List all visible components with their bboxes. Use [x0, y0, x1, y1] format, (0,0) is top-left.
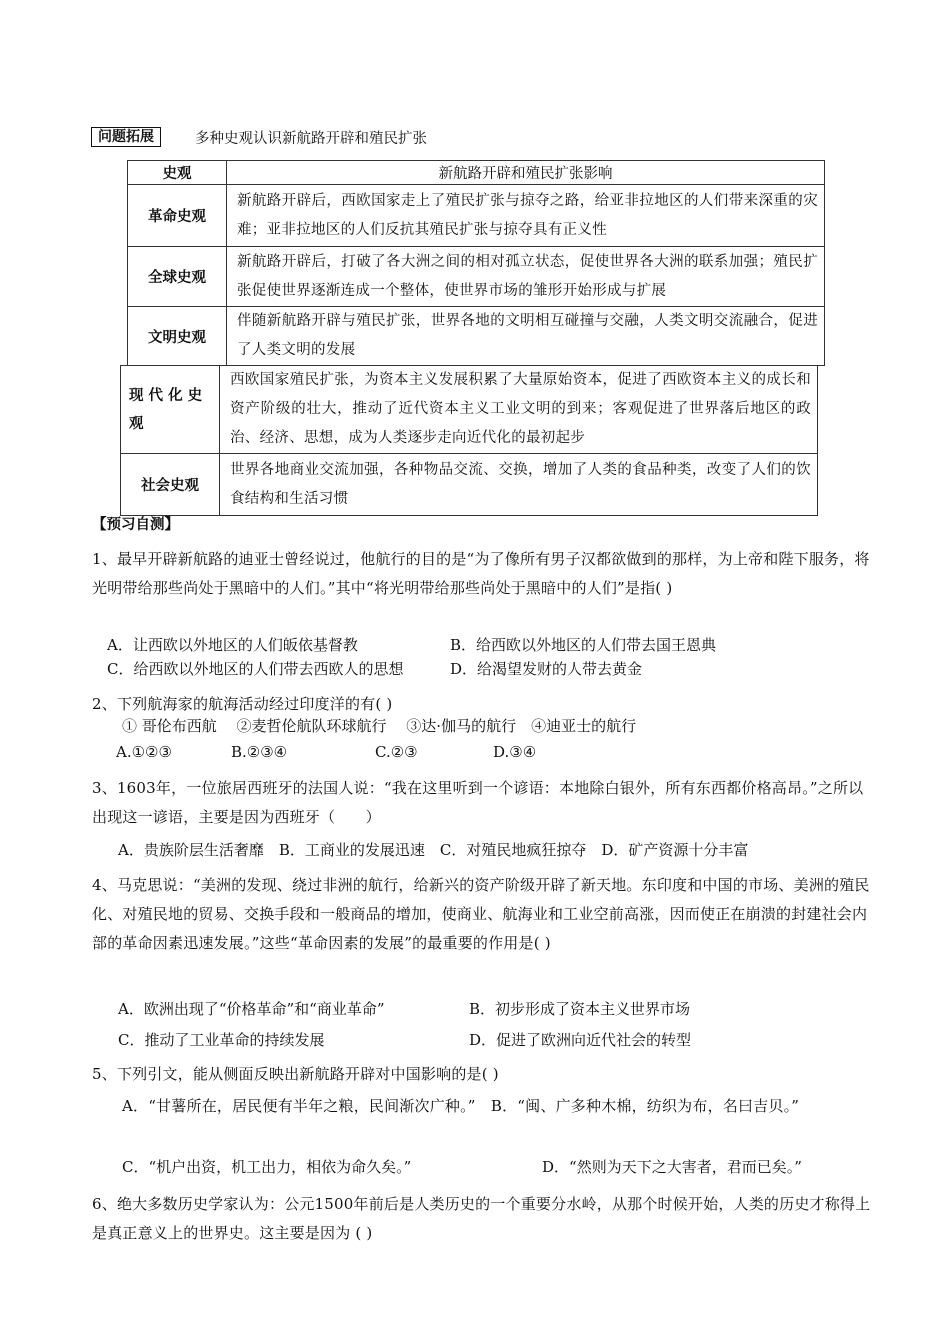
- section-tag: 问题拓展: [91, 127, 161, 147]
- col-header-view: 史观: [128, 161, 227, 185]
- table-header-row: [128, 161, 825, 185]
- q2-stem: 2、下列航海家的航海活动经过印度洋的有( ): [92, 695, 393, 713]
- col-header-impact: 新航路开辟和殖民扩张影响: [227, 161, 825, 185]
- q2-option-b: B.②③④: [231, 743, 288, 761]
- history-views-table-continued: [120, 365, 818, 516]
- section-title: 【预习自测】: [92, 516, 179, 533]
- row-content: 西欧国家殖民扩张，为资本主义发展积累了大量原始资本，促进了西欧资本主义的成长和资产阶级的壮大，推动了近代资本主义工业文明的到来；客观促进了世界落后地区的政治、经济、思想，成为人类逐步走向近代化的最初起步: [220, 366, 818, 454]
- q1-option-c: C．给西欧以外地区的人们带去西欧人的思想: [107, 660, 404, 678]
- question-1: [92, 545, 872, 603]
- q4-option-c: C．推动了工业革命的持续发展: [118, 1031, 325, 1049]
- q5-option-c: C．“机户出资，机工出力，相依为命久矣。”: [122, 1158, 412, 1176]
- table-row: [128, 185, 825, 247]
- table-row: [121, 366, 818, 454]
- q4-option-b: B．初步形成了资本主义世界市场: [469, 1000, 691, 1018]
- header-row: [91, 126, 427, 148]
- header-title: 多种史观认识新航路开辟和殖民扩张: [195, 130, 427, 147]
- q4-option-d: D．促进了欧洲向近代社会的转型: [469, 1031, 692, 1049]
- row-content: 新航路开辟后，打破了各大洲之间的相对孤立状态，促使世界各大洲的联系加强；殖民扩张促使世界逐渐连成一个整体，使世界市场的雏形开始形成与扩展: [227, 247, 825, 307]
- q4-option-a: A．欧洲出现了“价格革命”和“商业革命”: [118, 1000, 385, 1018]
- row-label: 文明史观: [128, 307, 227, 366]
- q5-stem: 5、下列引文，能从侧面反映出新航路开辟对中国影响的是( ): [92, 1065, 499, 1083]
- question-stem: 1、最早开辟新航路的迪亚士曾经说过，他航行的目的是“为了像所有男子汉都欲做到的那样，为上帝和陛下服务，将光明带给那些尚处于黑暗中的人们。”其中“将光明带给那些尚处于黑暗中的人们”是指( ): [92, 550, 870, 597]
- q2-option-d: D.③④: [493, 743, 537, 761]
- q6-stem: 6、绝大多数历史学家认为：公元1500年前后是人类历史的一个重要分水岭，从那个时候开始，人类的历史才称得上是真正意义上的世界史。这主要是因为 ( ): [92, 1195, 871, 1242]
- row-label: 全球史观: [128, 247, 227, 307]
- row-content: 伴随新航路开辟与殖民扩张，世界各地的文明相互碰撞与交融，人类文明交流融合，促进了人类文明的发展: [227, 307, 825, 366]
- q3-options: A．贵族阶层生活奢靡 B．工商业的发展迅速 C．对殖民地疯狂掠夺 D．矿产资源十分丰富: [118, 841, 749, 859]
- q2-items: ① 哥伦布西航 ②麦哲伦航队环球航行 ③达·伽马的航行 ④迪亚士的航行: [122, 717, 637, 735]
- table-row: [121, 454, 818, 516]
- q5-option-ab: A．“甘薯所在，居民便有半年之粮，民间渐次广种。” B．“闽、广多种木棉，纺织为布，名曰吉贝。”: [122, 1097, 800, 1115]
- q1-option-b: B．给西欧以外地区的人们带去国王恩典: [450, 636, 717, 654]
- row-content: 世界各地商业交流加强，各种物品交流、交换，增加了人类的食品种类，改变了人们的饮食结构和生活习惯: [220, 454, 818, 516]
- q1-option-d: D．给渴望发财的人带去黄金: [450, 660, 643, 678]
- q2-option-a: A.①②③: [116, 743, 172, 761]
- table-row: [128, 247, 825, 307]
- row-label: 革命史观: [128, 185, 227, 247]
- history-views-table: [127, 160, 825, 366]
- row-content: 新航路开辟后，西欧国家走上了殖民扩张与掠夺之路，给亚非拉地区的人们带来深重的灾难；亚非拉地区的人们反抗其殖民扩张与掠夺具有正义性: [227, 185, 825, 247]
- q3-stem: 3、1603年，一位旅居西班牙的法国人说：“我在这里听到一个谚语：本地除白银外，所有东西都价格高昂。”之所以出现这一谚语，主要是因为西班牙（ ）: [92, 779, 864, 826]
- row-label: 现 代 化 史 观: [121, 366, 220, 454]
- row-label: 社会史观: [121, 454, 220, 516]
- q4-stem: 4、马克思说：“美洲的发现、绕过非洲的航行，给新兴的资产阶级开辟了新天地。东印度和中国的市场、美洲的殖民化、对殖民地的贸易、交换手段和一般商品的增加，使商业、航海业和工业空前高涨，因而使正在崩溃的封建社会内部的革命因素迅速发展。”这些“革命因素的发展”的最重要的作用是( ): [92, 876, 870, 952]
- q5-option-d: D．“然则为天下之大害者，君而已矣。”: [542, 1158, 802, 1176]
- q2-option-c: C.②③: [375, 743, 418, 761]
- table-row: [128, 307, 825, 366]
- q1-option-a: A．让西欧以外地区的人们皈依基督教: [107, 636, 358, 654]
